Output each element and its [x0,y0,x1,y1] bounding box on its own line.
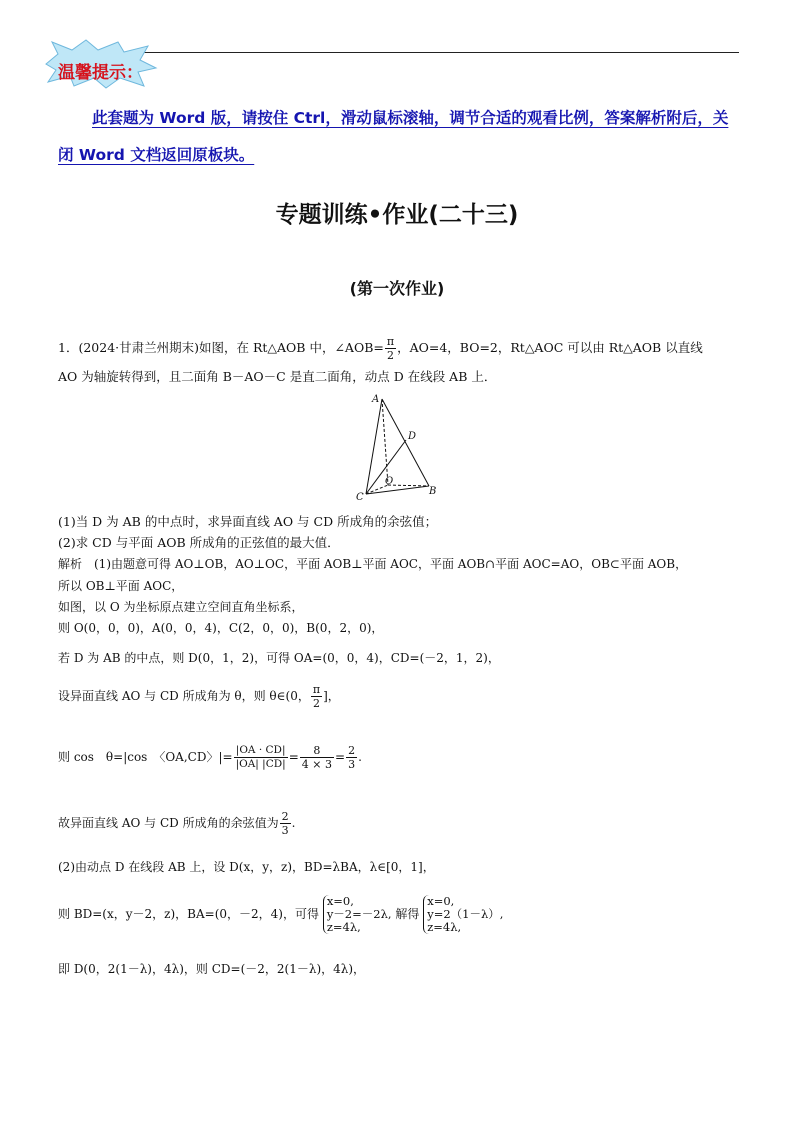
solution-text: 故异面直线 AO 与 CD 所成角的余弦值为 [58,816,279,830]
pi-over-2: $\frac{\pi}{2}$ [312,683,321,710]
solution-text: 则 cos θ=|cos 〈OA,CD〉|= [58,750,233,764]
question-2: (2)求 CD 与平面 AOB 所成角的正弦值的最大值． [58,535,340,550]
solution-line-3: 如图，以 O 为坐标原点建立空间直角坐标系， [58,600,304,614]
solution-line-1: 解析 (1)由题意可得 AO⊥OB，AO⊥OC，平面 AOB⊥平面 AOC，平面 AOB∩平面 AOC=AO，OB⊂平面 AOB， [58,557,688,571]
page-subtitle: (第一次作业) [349,279,445,298]
answer-fraction: $\frac{2}{3}$ [281,810,289,837]
problem-text: ，AO=4，BO=2，Rt△AOC 可以由 Rt△AOB 以直线 [397,340,703,355]
label-B: B [429,486,437,497]
solution-line-9: (2)由动点 D 在线段 AB 上，设 D(x，y，z)，BD=λBA，λ∈[0，1]， [58,860,435,874]
solution-line-4: 则 O(0，0，0)，A(0，0，4)，C(2，0，0)，B(0，2，0)， [58,621,384,635]
solution-line-5: 若 D 为 AB 的中点，则 D(0，1，2)，可得 OA=(0，0，4)，CD=(－2，1，2)， [58,651,500,665]
tip-title: 温馨提示： [58,63,143,83]
label-A: A [372,394,380,405]
equation-system-1: x=0, y－2=－2λ, z=4λ, [323,895,392,934]
question-1: (1)当 D 为 AB 的中点时，求异面直线 AO 与 CD 所成角的余弦值； [58,514,438,529]
label-O: O [385,476,394,487]
geometry-figure [350,390,442,505]
page-title: 专题训练•作业(二十三) [275,202,519,228]
tip-body: 此套题为 Word 版，请按住 Ctrl，滑动鼠标滚轴，调节合适的观看比例，答案解析附后，关闭 Word 文档返回原板块。 [58,109,729,164]
solution-line-8: 故异面直线 AO 与 CD 所成角的余弦值为 $\frac{2}{3}$ . [58,810,296,837]
result-fraction: $\frac{2}{3}$ [348,744,356,771]
solution-text: 解得 [395,907,420,921]
solution-line-10 [58,895,503,934]
solution-text: 则 BD=(x，y－2，z)，BA=(0，－2，4)，可得 [58,907,319,921]
label-D: D [408,431,417,442]
solution-line-2: 所以 OB⊥平面 AOC， [58,579,184,593]
problem-text: 1．(2024·甘肃兰州期末)如图，在 Rt△AOB 中，∠AOB= [58,340,384,355]
header-rule [57,52,739,53]
value-fraction: $\frac{8}{4 \times 3}$ [301,744,332,771]
cos-fraction: $\frac{|OA \cdot CD|}{|OA| |CD|}$ [235,744,286,770]
solution-text: ]， [323,689,340,703]
solution-text: 设异面直线 AO 与 CD 所成角为 θ，则 θ∈(0， [58,689,310,703]
label-C: C [356,492,364,503]
problem-line-2: AO 为轴旋转得到，且二面角 B－AO－C 是直二面角，动点 D 在线段 AB 上． [58,369,497,384]
solution-line-11: 即 D(0，2(1－λ)，4λ)，则 CD=(－2，2(1－λ)，4λ)， [58,962,366,976]
problem-line-1 [58,335,703,362]
solution-line-6 [58,683,340,710]
equation-system-2: x=0, y=2（1－λ）, z=4λ, [423,895,503,934]
solution-line-7: 则 cos θ=|cos 〈OA,CD〉|= $\frac{|OA \cdot CD|}{|OA| |CD|}$ = $\frac{8}{4 \times 3}$ = $\frac{2}{3}$ . [58,744,362,771]
pi-over-2: $\frac{\pi}{2}$ [386,335,395,362]
